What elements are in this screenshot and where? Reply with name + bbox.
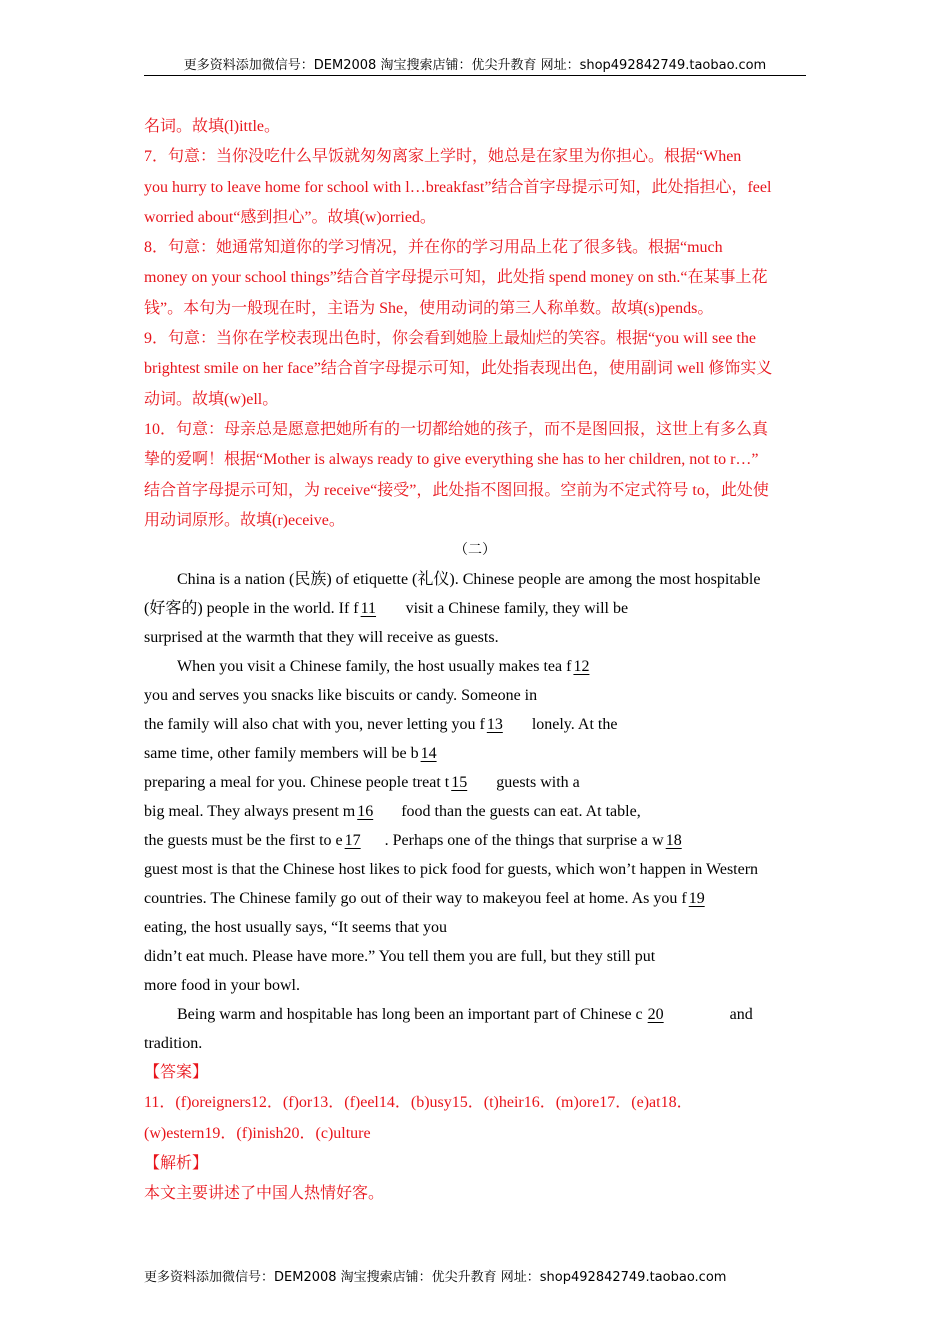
answer-section: [144, 1058, 806, 1209]
blank-20: 20: [647, 1006, 664, 1024]
passage-line: [144, 594, 806, 623]
cloze-passage: [144, 565, 806, 1058]
passage-line: tradition.: [144, 1035, 203, 1053]
blank-18: 18: [665, 832, 682, 850]
section-title: （二）: [454, 543, 496, 559]
blank-14: 14: [420, 745, 437, 763]
passage-text: big meal. They always present m: [144, 803, 356, 821]
document-body: [144, 112, 806, 1210]
analysis-line: 用动词原形。故填(r)eceive。: [144, 511, 345, 529]
analysis-line: 名词。故填(l)ittle。: [144, 118, 280, 135]
passage-line: [144, 797, 806, 826]
passage-text: same time, other family members will be b: [144, 745, 419, 763]
analysis-line: money on your school things”结合首字母提示可知，此处指 spend money on sth.“在某事上花: [144, 269, 768, 287]
passage-text: preparing a meal for you. Chinese people treat t: [144, 774, 450, 792]
blank-13: 13: [486, 716, 503, 734]
passage-line: [144, 739, 806, 768]
answer-line: (w)estern19．(f)inish20．(c)ulture: [144, 1124, 371, 1142]
analysis-line: 10．句意：母亲总是愿意把她所有的一切都给她的孩子，而不是图回报，这世上有多么真: [144, 420, 769, 438]
passage-text: and: [725, 1006, 753, 1024]
passage-line: [144, 884, 806, 913]
analysis-heading: 【解析】: [144, 1155, 209, 1173]
passage-text: guests with a: [492, 774, 580, 792]
analysis-line: 挚的爱啊！根据“Mother is always ready to give everything she has to her children, not to r…”: [144, 451, 759, 469]
passage-line: [144, 826, 806, 855]
passage-text: the guests must be the first to e: [144, 832, 343, 850]
passage-text: countries. The Chinese family go out of their way to makeyou feel at home. As you f: [144, 890, 687, 908]
header-rule: [144, 75, 806, 76]
blank-16: 16: [357, 803, 374, 821]
page-footer: 更多资料添加微信号：DEM2008 淘宝搜索店铺：优尖升教育 网址：shop492842749.taobao.com: [144, 1270, 727, 1285]
analysis-line: worried about“感到担心”。故填(w)orried。: [144, 208, 436, 226]
answer-line: 11．(f)oreigners12．(f)or13．(f)eel14．(b)usy15．(t)heir16．(m)ore17．(e)at18．: [144, 1094, 693, 1112]
analysis-summary: 本文主要讲述了中国人热情好客。: [144, 1185, 385, 1203]
passage-text: (好客的) people in the world. If f: [144, 600, 359, 618]
analysis-line: you hurry to leave home for school with l…breakfast”结合首字母提示可知，此处指担心，feel: [144, 178, 772, 196]
passage-line: [144, 652, 806, 681]
passage-text: When you visit a Chinese family, the host usually makes tea f: [177, 658, 572, 676]
passage-line: eating, the host usually says, “It seems that you: [144, 919, 448, 937]
passage-line: [144, 1000, 806, 1029]
blank-15: 15: [451, 774, 468, 792]
passage-text: visit a Chinese family, they will be: [401, 600, 629, 618]
answer-heading: 【答案】: [144, 1064, 209, 1082]
blank-17: 17: [344, 832, 361, 850]
analysis-line: 钱”。本句为一般现在时，主语为 She，使用动词的第三人称单数。故填(s)pends。: [144, 299, 714, 317]
passage-line: you and serves you snacks like biscuits or candy. Someone in: [144, 687, 538, 705]
blank-11: 11: [360, 600, 377, 618]
analysis-line: 结合首字母提示可知，为 receive“接受”，此处指不图回报。空前为不定式符号 to，此处使: [144, 481, 769, 499]
passage-line: more food in your bowl.: [144, 977, 300, 995]
analysis-line: brightest smile on her face”结合首字母提示可知，此处指表现出色，使用副词 well 修饰实义: [144, 360, 773, 378]
passage-line: didn’t eat much. Please have more.” You tell them you are full, but they still put: [144, 948, 656, 966]
passage-text: lonely. At the: [527, 716, 618, 734]
passage-text: food than the guests can eat. At table,: [397, 803, 641, 821]
analysis-line: 7．句意：当你没吃什么早饭就匆匆离家上学时，她总是在家里为你担心。根据“When: [144, 148, 742, 166]
blank-12: 12: [573, 658, 590, 676]
passage-line: China is a nation (民族) of etiquette (礼仪). Chinese people are among the most hospitable: [177, 571, 761, 589]
passage-text: . Perhaps one of the things that surprise a w: [384, 832, 664, 850]
passage-line: guest most is that the Chinese host likes to pick food for guests, which won’t happen in Western: [144, 861, 759, 879]
analysis-line: 动词。故填(w)ell。: [144, 390, 279, 408]
passage-line: surprised at the warmth that they will receive as guests.: [144, 629, 499, 647]
blank-19: 19: [688, 890, 705, 908]
passage-line: [144, 768, 806, 797]
passage-line: [144, 710, 806, 739]
analysis-line: 9．句意：当你在学校表现出色时，你会看到她脸上最灿烂的笑容。根据“you will see the: [144, 330, 756, 348]
analysis-line: 8．句意：她通常知道你的学习情况，并在你的学习用品上花了很多钱。根据“much: [144, 239, 723, 257]
passage-text: Being warm and hospitable has long been an important part of Chinese c: [177, 1006, 643, 1024]
page-header: 更多资料添加微信号：DEM2008 淘宝搜索店铺：优尖升教育 网址：shop492842749.taobao.com: [183, 58, 767, 73]
analysis-explanations: [144, 112, 806, 536]
passage-text: the family will also chat with you, never letting you f: [144, 716, 485, 734]
